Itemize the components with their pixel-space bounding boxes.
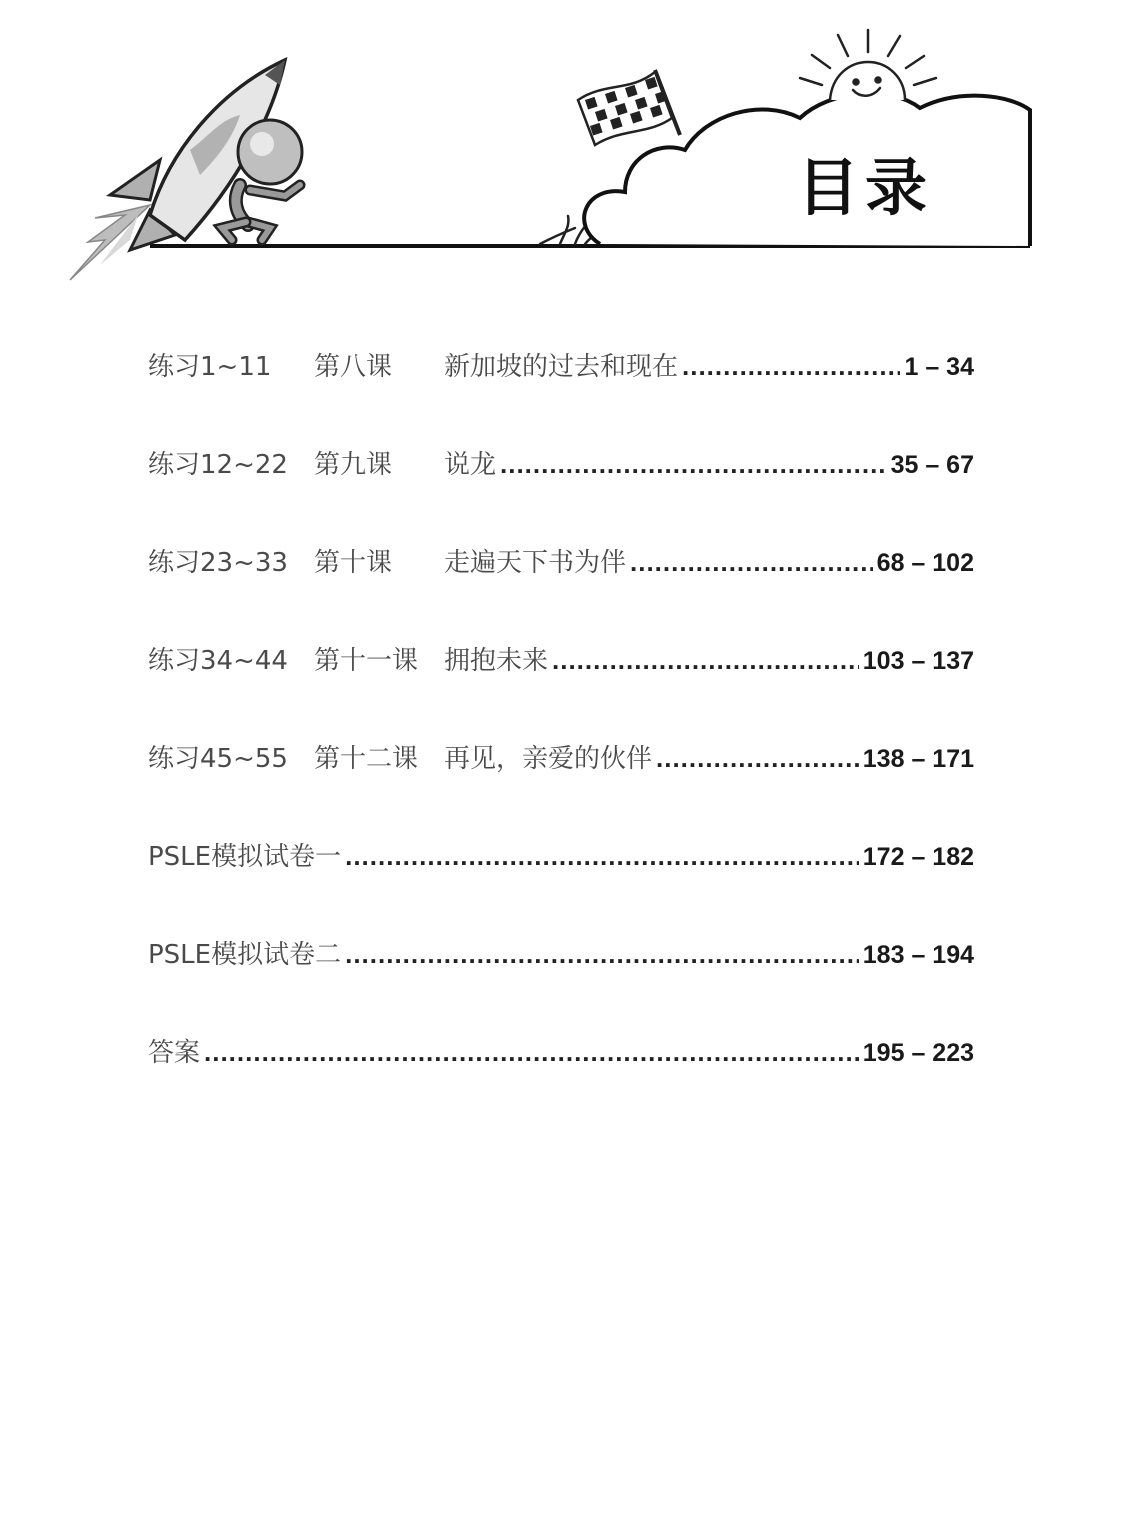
toc-lesson: 第十一课 <box>314 646 419 676</box>
toc-title: PSLE模拟试卷一 <box>148 842 342 872</box>
toc-title: 答案 <box>148 1038 201 1068</box>
page-title: 目录 <box>796 151 933 224</box>
toc-title: 再见，亲爱的伙伴 <box>444 744 653 774</box>
toc-title: 新加坡的过去和现在 <box>444 352 679 382</box>
toc-exercises: 练习45~55 <box>148 744 288 774</box>
toc-row[interactable] <box>148 438 974 536</box>
toc-leader-dots <box>630 536 873 588</box>
toc-exercises: 练习12~22 <box>148 450 288 480</box>
toc-pages: 195 – 223 <box>862 1039 974 1067</box>
checkered-flag-icon <box>578 70 680 145</box>
toc-row[interactable] <box>148 634 974 732</box>
toc-lesson: 第八课 <box>314 352 393 382</box>
toc-row[interactable] <box>148 536 974 634</box>
toc-leader-dots <box>656 732 859 784</box>
toc-leader-dots <box>204 1026 859 1078</box>
toc-title: 拥抱未来 <box>444 646 549 676</box>
toc-row[interactable] <box>148 1026 974 1124</box>
toc-leader-dots <box>345 928 859 980</box>
toc-title: 走遍天下书为伴 <box>444 548 627 578</box>
toc-exercises: 练习34~44 <box>148 646 288 676</box>
toc-pages: 183 – 194 <box>862 941 974 969</box>
toc-row[interactable] <box>148 830 974 928</box>
toc-leader-dots <box>682 340 900 392</box>
table-of-contents <box>148 340 974 1124</box>
header-illustration <box>0 0 1122 300</box>
toc-row[interactable] <box>148 732 974 830</box>
sun-icon <box>800 30 936 100</box>
toc-pages: 68 – 102 <box>876 549 974 577</box>
rocket-boy-icon <box>110 60 302 250</box>
toc-leader-dots <box>552 634 859 686</box>
toc-pages: 103 – 137 <box>862 647 974 675</box>
toc-lesson: 第十二课 <box>314 744 419 774</box>
toc-title: 说龙 <box>444 450 497 480</box>
toc-lesson: 第九课 <box>314 450 393 480</box>
toc-pages: 35 – 67 <box>890 451 974 479</box>
toc-exercises: 练习23~33 <box>148 548 288 578</box>
toc-row[interactable] <box>148 928 974 1026</box>
toc-pages: 138 – 171 <box>862 745 974 773</box>
toc-lesson: 第十课 <box>314 548 393 578</box>
toc-row[interactable] <box>148 340 974 438</box>
toc-pages: 172 – 182 <box>862 843 974 871</box>
toc-leader-dots <box>345 830 859 882</box>
toc-pages: 1 – 34 <box>904 353 974 381</box>
toc-title: PSLE模拟试卷二 <box>148 940 342 970</box>
toc-leader-dots <box>500 438 887 490</box>
toc-exercises: 练习1~11 <box>148 352 272 382</box>
